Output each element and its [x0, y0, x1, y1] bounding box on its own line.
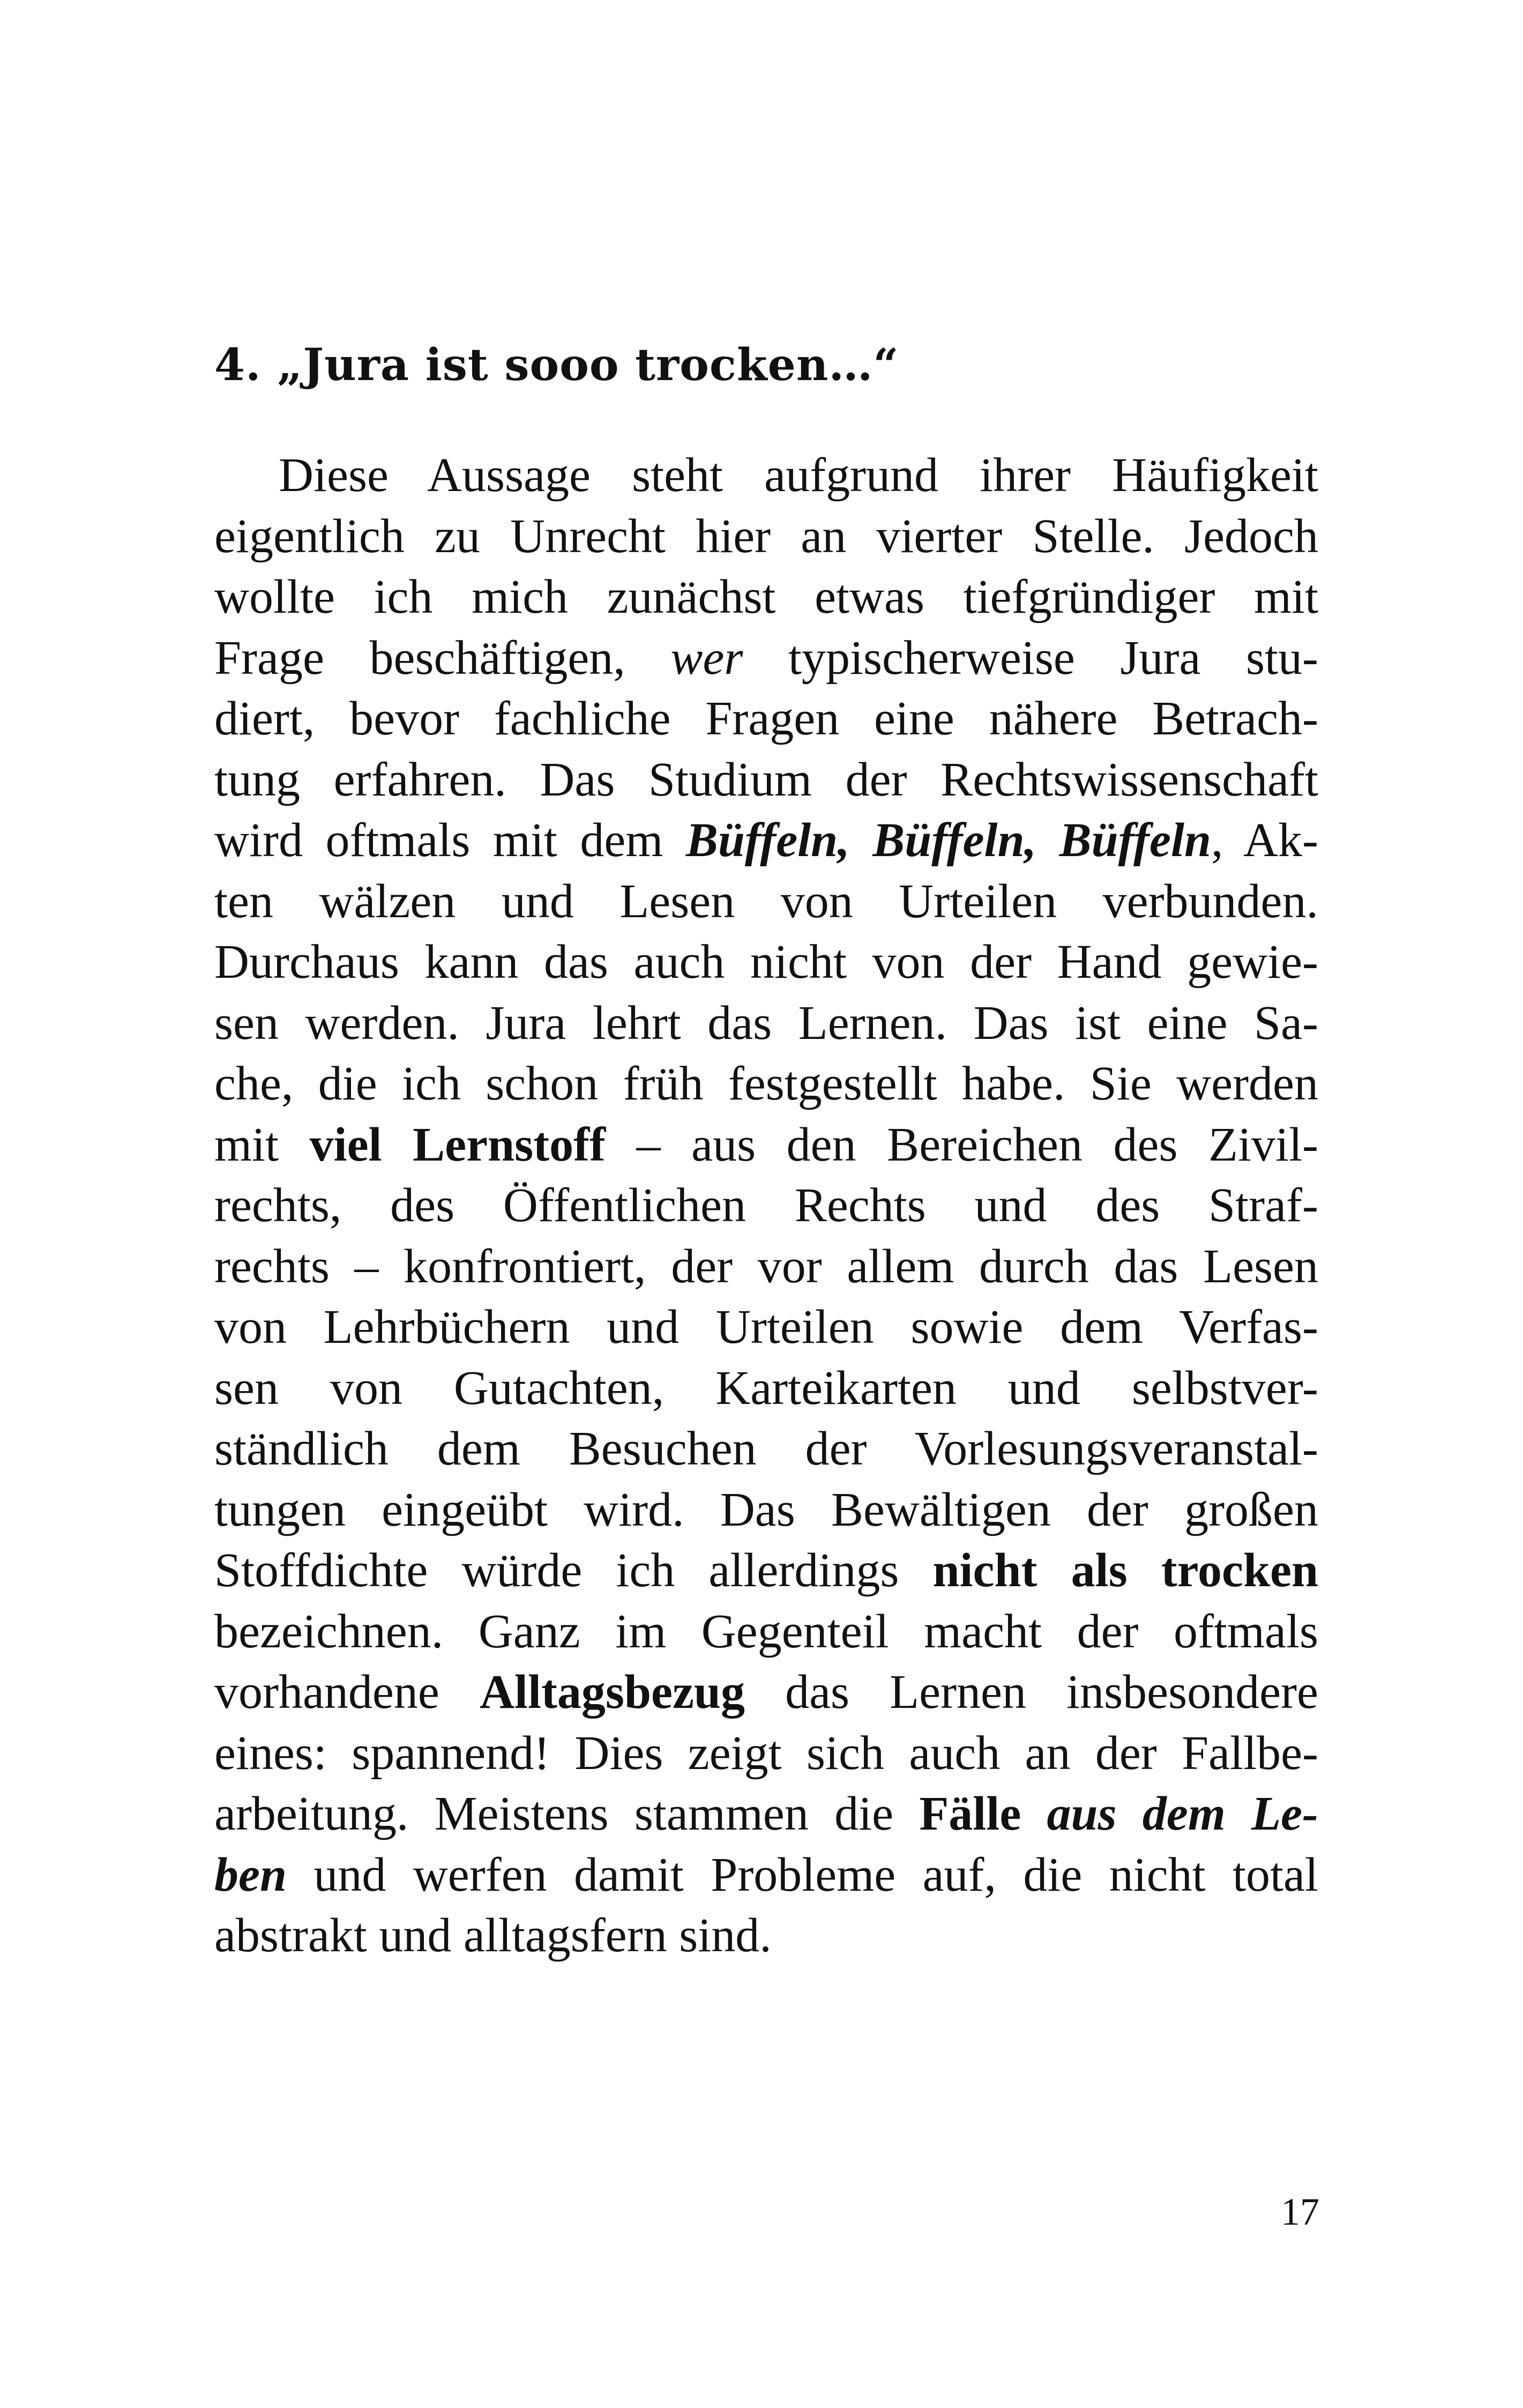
text-line: [214, 1662, 1318, 1723]
text-run: – aus den Bereichen des Zivil-: [606, 1118, 1318, 1171]
text-run: und werfen damit Probleme auf, die nicht total: [287, 1848, 1318, 1901]
text-line: [214, 1053, 1318, 1114]
text-line: [214, 1905, 1318, 1966]
bold-italic-text: aus dem Le-: [1047, 1787, 1318, 1840]
text-line: [214, 1723, 1318, 1784]
text-line: [214, 1175, 1318, 1236]
text-line: [214, 1601, 1318, 1662]
bold-italic-text: ben: [214, 1848, 287, 1901]
text-run: das Lernen insbesondere: [744, 1666, 1318, 1719]
text-line: [214, 1540, 1318, 1601]
text-run: Durchaus kann das auch nicht von der Hand gewie-: [214, 935, 1318, 989]
text-line: [214, 628, 1318, 689]
text-run: rechts – konfrontiert, der vor allem durch das Lesen: [214, 1239, 1318, 1293]
text-run: Stoffdichte würde ich allerdings: [214, 1544, 933, 1597]
text-run: [1021, 1787, 1047, 1840]
text-line: [214, 567, 1318, 628]
bold-text: Alltagsbezug: [479, 1666, 745, 1719]
text-line: [214, 1114, 1318, 1176]
text-run: abstrakt und alltagsfern sind.: [214, 1909, 772, 1962]
text-line: [214, 749, 1318, 811]
text-run: wird oftmals mit dem: [214, 814, 686, 867]
text-run: eigentlich zu Unrecht hier an vierter Stelle. Jedoch: [214, 509, 1318, 563]
text-line: [214, 1418, 1318, 1480]
text-run: ten wälzen und Lesen von Urteilen verbunden.: [214, 874, 1318, 928]
bold-italic-text: Büffeln, Büffeln, Büffeln: [685, 814, 1212, 867]
text-run: mit: [214, 1118, 310, 1171]
text-line: [214, 1845, 1318, 1906]
text-run: sen von Gutachten, Karteikarten und selbstver-: [214, 1361, 1318, 1415]
text-line: [214, 445, 1318, 506]
text-line: [214, 688, 1318, 749]
text-line: [214, 1297, 1318, 1358]
text-run: Diese Aussage steht aufgrund ihrer Häufigkeit: [279, 449, 1318, 502]
text-run: arbeitung. Meistens stammen die: [214, 1787, 920, 1840]
bold-text: viel Lernstoff: [309, 1118, 606, 1171]
text-run: , Ak-: [1211, 814, 1318, 867]
text-run: Frage beschäftigen,: [214, 631, 671, 685]
text-run: vorhandene: [214, 1666, 480, 1719]
text-line: [214, 1358, 1318, 1419]
text-line: [214, 871, 1318, 932]
text-line: [214, 1236, 1318, 1297]
text-run: ständlich dem Besuchen der Vorlesungsveranstal-: [214, 1422, 1318, 1475]
text-run: tungen eingeübt wird. Das Bewältigen der großen: [214, 1483, 1318, 1536]
page-number: 17: [1281, 2190, 1319, 2233]
text-line: [214, 506, 1318, 567]
text-run: tung erfahren. Das Studium der Rechtswissenschaft: [214, 753, 1318, 806]
bold-text: Fälle: [919, 1787, 1021, 1840]
text-line: [214, 1480, 1318, 1541]
text-line: [214, 993, 1318, 1054]
text-run: eines: spannend! Dies zeigt sich auch an der Fallbe-: [214, 1726, 1318, 1780]
text-run: diert, bevor fachliche Fragen eine nähere Betrach-: [214, 692, 1318, 745]
italic-text: wer: [670, 631, 743, 685]
text-run: typischerweise Jura stu-: [743, 631, 1318, 685]
text-run: bezeichnen. Ganz im Gegenteil macht der oftmals: [214, 1604, 1318, 1658]
text-run: wollte ich mich zunächst etwas tiefgründiger mit: [214, 570, 1318, 623]
bold-text: nicht als trocken: [932, 1544, 1318, 1597]
text-run: sen werden. Jura lehrt das Lernen. Das ist eine Sa-: [214, 996, 1318, 1050]
text-run: rechts, des Öffentlichen Rechts und des Straf-: [214, 1179, 1318, 1232]
text-line: [214, 932, 1318, 993]
text-run: von Lehrbüchern und Urteilen sowie dem Verfas-: [214, 1300, 1318, 1354]
text-run: che, die ich schon früh festgestellt habe. Sie werden: [214, 1057, 1318, 1110]
section-heading: 4. „Jura ist sooo trocken…“: [214, 339, 899, 391]
text-line: [214, 810, 1318, 871]
body-paragraph: [214, 445, 1318, 1966]
text-line: [214, 1783, 1318, 1845]
